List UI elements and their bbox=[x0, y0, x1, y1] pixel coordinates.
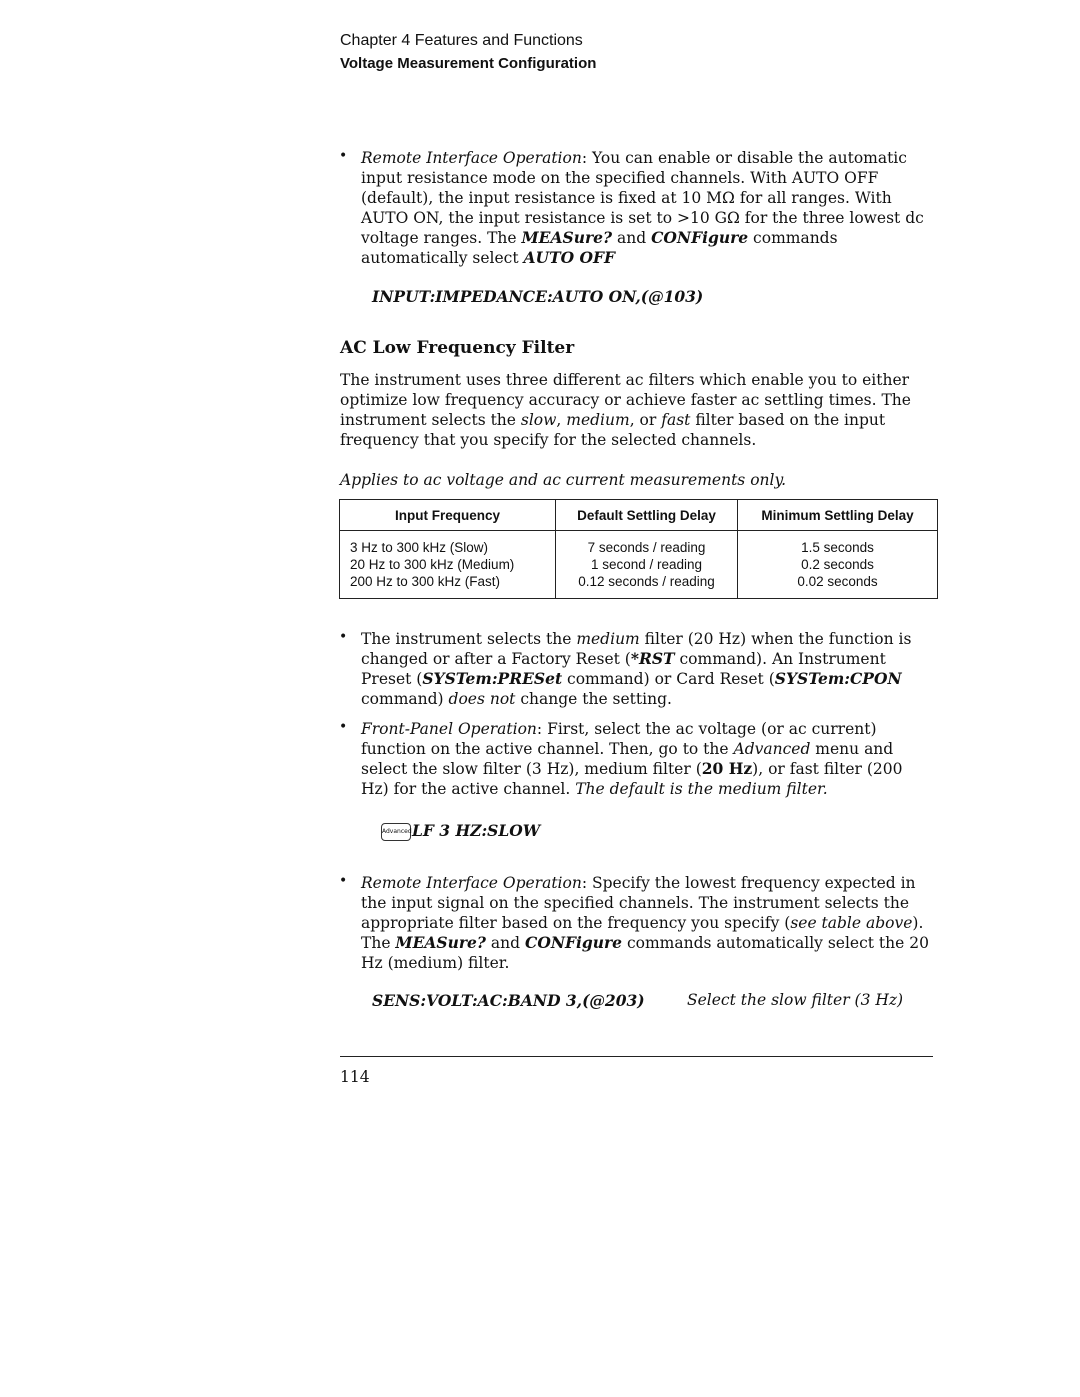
text: command). An Instrument Preset ( bbox=[361, 650, 886, 688]
hz20-term: 20 Hz bbox=[701, 759, 753, 778]
remote-filter-paragraph bbox=[361, 873, 929, 973]
text: and bbox=[612, 229, 652, 247]
front-panel-paragraph bbox=[361, 719, 929, 799]
column-header: Input Frequency bbox=[340, 500, 556, 531]
text: change the setting. bbox=[515, 690, 672, 708]
column-header: Minimum Settling Delay bbox=[738, 500, 938, 531]
applies-note: Applies to ac voltage and ac current measurements only. bbox=[340, 471, 787, 489]
table-row bbox=[340, 531, 938, 557]
advanced-key-icon: Advanced bbox=[381, 823, 411, 841]
text: menu and select the slow filter (3 Hz), medium filter ( bbox=[361, 740, 894, 778]
text: filter based on the input frequency that you specify for the selected channels. bbox=[340, 411, 886, 449]
text: ). The bbox=[361, 914, 924, 952]
configure-command: CONFigure bbox=[651, 228, 749, 247]
preset-command: SYSTem:PRESet bbox=[422, 669, 563, 688]
text: The instrument selects the bbox=[361, 630, 577, 648]
text: , bbox=[556, 411, 567, 429]
text: command) bbox=[361, 690, 449, 708]
display-text: LF 3 HZ:SLOW bbox=[412, 821, 541, 840]
configure-command: CONFigure bbox=[525, 933, 623, 952]
table-cell: 1.5 seconds bbox=[738, 531, 938, 557]
footer-rule bbox=[340, 1056, 933, 1057]
table-row bbox=[340, 573, 938, 599]
front-panel-display-example bbox=[381, 821, 540, 841]
bullet-marker: • bbox=[339, 629, 348, 645]
text: commands automatically select bbox=[361, 229, 838, 267]
band-command-comment: Select the slow filter (3 Hz) bbox=[687, 991, 904, 1009]
bullet-marker: • bbox=[339, 873, 348, 889]
text: : Specify the lowest frequency expected in the input signal on the specified channels. The instrument selects the appropriate filter based on the frequency you specify ( bbox=[361, 874, 916, 932]
text: The instrument uses three different ac filters which enable you to either optimize low frequency accuracy or achieve faster ac settling times. The instrument selects the bbox=[340, 371, 911, 429]
band-command-example: SENS:VOLT:AC:BAND 3,(@203) bbox=[372, 991, 645, 1010]
table-header-row bbox=[340, 500, 938, 531]
column-header: Default Settling Delay bbox=[556, 500, 738, 531]
bullet-marker: • bbox=[339, 148, 348, 164]
table-cell: 7 seconds / reading bbox=[556, 531, 738, 557]
section-title: AC Low Frequency Filter bbox=[340, 338, 575, 358]
remote-impedance-paragraph bbox=[361, 148, 929, 268]
table-cell: 3 Hz to 300 kHz (Slow) bbox=[340, 531, 556, 557]
see-table-term: see table above bbox=[790, 914, 913, 932]
impedance-command-example: INPUT:IMPEDANCE:AUTO ON,(@103) bbox=[372, 287, 704, 306]
ac-filter-intro bbox=[340, 370, 932, 450]
text: commands automatically select the 20 Hz (medium) filter. bbox=[361, 934, 929, 972]
medium-filter-note bbox=[361, 629, 929, 709]
text: and bbox=[486, 934, 525, 952]
advanced-term: Advanced bbox=[733, 740, 811, 758]
medium-term: medium bbox=[566, 411, 630, 429]
remote-label: Remote Interface Operation bbox=[361, 874, 582, 892]
bullet-marker: • bbox=[339, 719, 348, 735]
page-number: 114 bbox=[340, 1068, 370, 1086]
table-cell: 1 second / reading bbox=[556, 556, 738, 573]
text: , or bbox=[629, 411, 662, 429]
filter-table bbox=[339, 499, 938, 599]
front-panel-label: Front-Panel Operation bbox=[361, 720, 537, 738]
default-note: The default is the medium filter. bbox=[575, 780, 828, 798]
table-cell: 200 Hz to 300 kHz (Fast) bbox=[340, 573, 556, 599]
text: : You can enable or disable the automatic input resistance mode on the specified channels. With AUTO OFF (default), the input resistance is fixed at 10 MΩ for all ranges. With AUTO ON, the input resistance is set to >10 GΩ for the three lowest dc voltage ranges. The bbox=[361, 149, 924, 247]
auto-off-command: AUTO OFF bbox=[523, 248, 616, 267]
table-cell: 20 Hz to 300 kHz (Medium) bbox=[340, 556, 556, 573]
table-cell: 0.02 seconds bbox=[738, 573, 938, 599]
table-row bbox=[340, 556, 938, 573]
text: ), or fast filter (200 Hz) for the active channel. bbox=[361, 760, 903, 798]
text: filter (20 Hz) when the function is changed or after a Factory Reset ( bbox=[361, 630, 912, 668]
chapter-header: Chapter 4 Features and Functions bbox=[340, 32, 583, 49]
does-not-term: does not bbox=[448, 690, 516, 708]
table-cell: 0.12 seconds / reading bbox=[556, 573, 738, 599]
rst-command: *RST bbox=[630, 649, 675, 668]
slow-term: slow bbox=[520, 411, 557, 429]
cpon-command: SYSTem:CPON bbox=[774, 669, 902, 688]
fast-term: fast bbox=[661, 411, 691, 429]
text: command) or Card Reset ( bbox=[562, 670, 775, 688]
measure-command: MEASure? bbox=[521, 228, 613, 247]
remote-label: Remote Interface Operation bbox=[361, 149, 582, 167]
measure-command: MEASure? bbox=[395, 933, 486, 952]
table-cell: 0.2 seconds bbox=[738, 556, 938, 573]
medium-term: medium bbox=[576, 630, 640, 648]
text: : First, select the ac voltage (or ac current) function on the active channel. Then, go to the bbox=[361, 720, 877, 758]
section-header: Voltage Measurement Configuration bbox=[340, 55, 597, 72]
